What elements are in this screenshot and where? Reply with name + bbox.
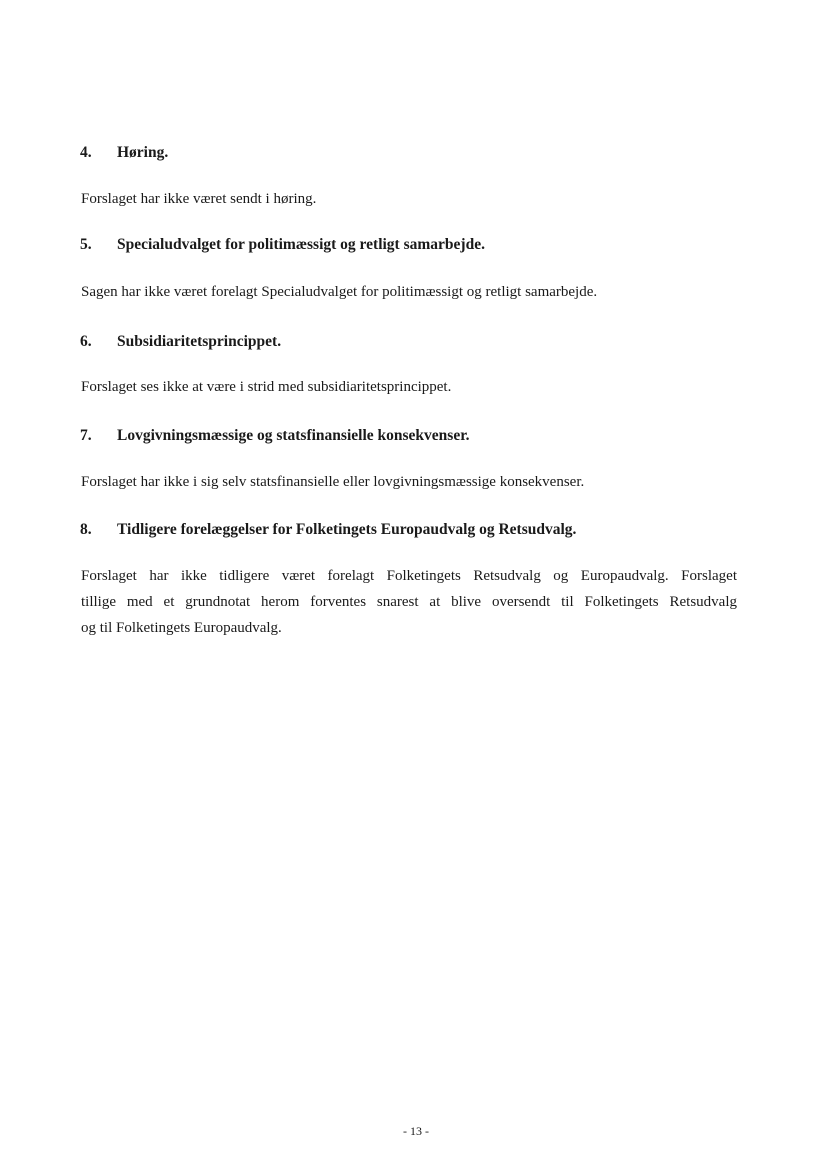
section-title: Høring. — [117, 144, 169, 161]
section-6-body: Forslaget ses ikke at være i strid med subsidiaritetsprincippet. — [81, 379, 452, 395]
section-title: Subsidiaritetsprincippet. — [117, 333, 282, 350]
section-title: Tidligere forelæggelser for Folketingets Europaudvalg og Retsudvalg. — [117, 521, 577, 538]
section-title: Specialudvalget for politimæssigt og retligt samarbejde. — [117, 236, 485, 253]
section-8-body — [81, 563, 737, 641]
section-number: 4. — [80, 144, 92, 161]
section-number: 6. — [80, 333, 92, 350]
section-6-heading — [80, 332, 281, 352]
page-number: - 13 - — [403, 1124, 429, 1138]
section-8-heading — [80, 520, 576, 540]
body-line: Forslaget har ikke tidligere været forelagt Folketingets Retsudvalg og Europaudvalg. Forslaget — [81, 568, 737, 584]
section-4-body: Forslaget har ikke været sendt i høring. — [81, 191, 317, 207]
section-5-body: Sagen har ikke været forelagt Specialudvalget for politimæssigt og retligt samarbejde. — [81, 284, 598, 300]
section-7-body: Forslaget har ikke i sig selv statsfinansielle eller lovgivningsmæssige konsekvenser. — [81, 474, 585, 490]
section-7-heading — [80, 426, 470, 446]
body-line: tillige med et grundnotat herom forventes snarest at blive oversendt til Folketingets Retsudvalg — [81, 594, 737, 610]
section-title: Lovgivningsmæssige og statsfinansielle konsekvenser. — [117, 427, 470, 444]
section-4-heading — [80, 143, 168, 163]
section-number: 7. — [80, 427, 92, 444]
section-number: 5. — [80, 236, 92, 253]
section-number: 8. — [80, 521, 92, 538]
body-line: og til Folketingets Europaudvalg. — [81, 620, 282, 636]
section-5-heading — [80, 235, 485, 255]
